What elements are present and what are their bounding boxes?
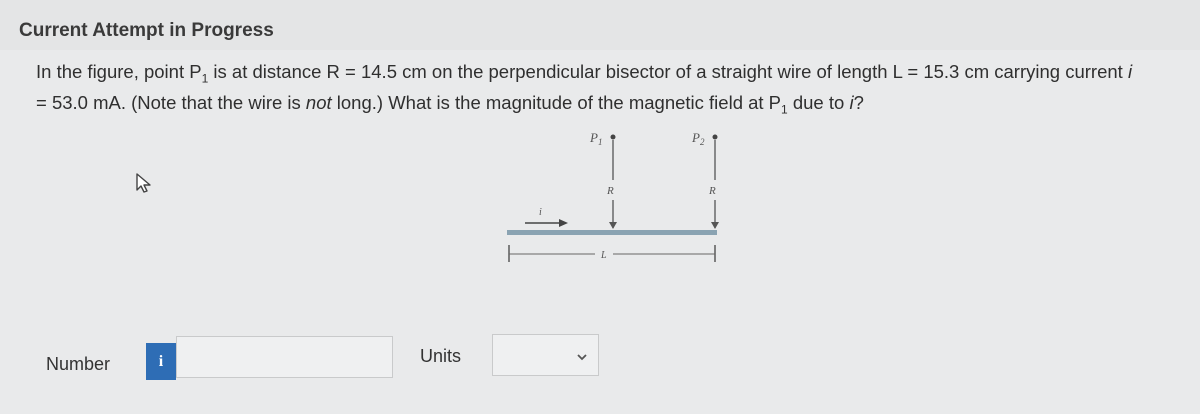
info-button[interactable] [146, 343, 176, 380]
number-input[interactable] [176, 336, 393, 378]
units-select[interactable] [492, 334, 599, 376]
units-label: Units [420, 346, 462, 366]
wire-diagram [495, 122, 735, 272]
header-bar [0, 0, 1200, 50]
current-label: i [539, 207, 542, 218]
question-text-part: In the figure, point P [36, 61, 202, 82]
italic-symbol: i [1127, 61, 1133, 82]
info-icon: i [158, 352, 164, 370]
subscript: 1 [781, 102, 788, 117]
p2-point [713, 135, 718, 140]
subscript: 1 [201, 71, 209, 86]
wire [507, 230, 717, 235]
question-text-part: ? [853, 91, 864, 113]
number-label: Number [46, 354, 111, 374]
p1-point [611, 135, 616, 140]
wire-diagram-svg [495, 122, 735, 272]
mouse-pointer-icon [133, 172, 155, 199]
question-text-part: = 53.0 mA. (Note that the wire is [36, 91, 306, 113]
question-text-part: long.) What is the magnitude of the magnetic field at P [331, 91, 782, 113]
l-label: L [601, 250, 607, 261]
p2-label: $P_2$ [692, 130, 705, 147]
attempt-status-title: Current Attempt in Progress [19, 20, 274, 41]
p1-arrowhead [609, 222, 617, 229]
r-label-1: R [607, 185, 614, 197]
question-text-part: due to [787, 91, 850, 113]
p1-label: $P_1$ [590, 130, 603, 147]
question-text [36, 60, 1186, 121]
p2-arrowhead [711, 222, 719, 229]
r-label-2: R [709, 185, 716, 197]
question-text-part: is at distance R = 14.5 cm on the perpendicular bisector of a straight wire of length L = 15.3 cm carrying current [208, 61, 1128, 82]
current-arrowhead [559, 219, 568, 227]
italic-emphasis: not [305, 91, 332, 113]
italic-symbol: i [849, 91, 854, 113]
chevron-down-icon [576, 349, 588, 367]
